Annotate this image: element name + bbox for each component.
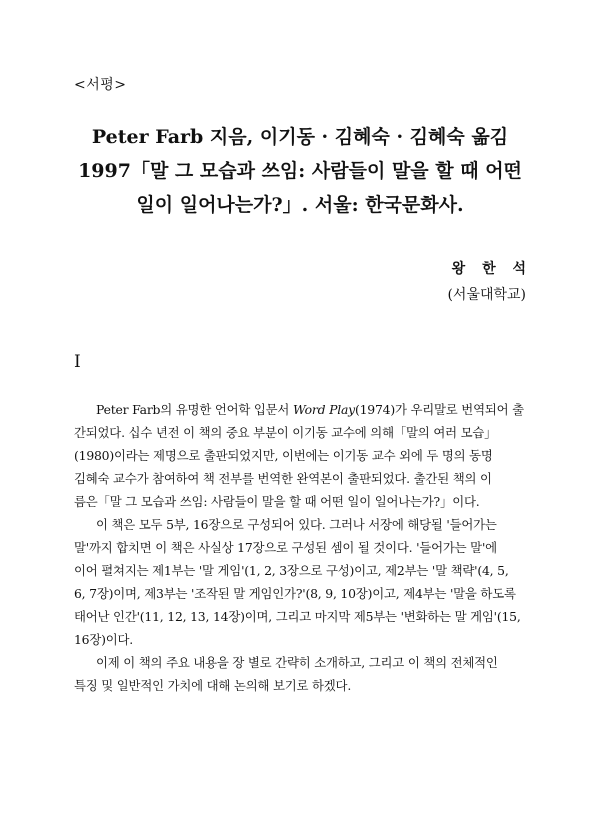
section-numeral: I [74,352,81,372]
text-line: (1980)이라는 제명으로 출판되었지만, 이번에는 이기동 교수 외에 두 명의 동명 [74,448,493,463]
text-line: 태어난 인간'(11, 12, 13, 14장)이며, 그리고 마지막 제5부는 '변화하는 말 게임'(15, [74,609,521,624]
body-text [74,398,532,697]
text-line: 이어 펼쳐지는 제1부는 '말 게임'(1, 2, 3장으로 구성)이고, 제2부는 '말 책략'(4, 5, [74,563,509,578]
title-line: 1997「말 그 모습과 쓰임: 사람들이 말을 할 때 어떤 [78,160,522,182]
text-line: Peter Farb의 유명한 언어학 입문서 Word Play(1974)가 우리말로 번역되어 출 [96,402,524,417]
reviewer-block [447,256,532,308]
title-line: Peter Farb 지음, 이기동 · 김혜숙 · 김혜숙 옮김 [91,126,509,148]
text-line: 말'까지 합치면 이 책은 사실상 17장으로 구성된 셈이 될 것이다. '들어가는 말'에 [74,540,497,555]
text-line: 름은「말 그 모습과 쓰임: 사람들이 말을 할 때 어떤 일이 일어나는가?」이다. [74,494,480,509]
original-book-title: Word Play [292,402,355,417]
text-line: 이제 이 책의 주요 내용을 장 별로 간략히 소개하고, 그리고 이 책의 전체적인 [96,655,498,670]
reviewer-affiliation: (서울대학교) [447,287,526,303]
text-line: 김혜숙 교수가 참여하여 책 전부를 번역한 완역본이 출판되었다. 출간된 책의 이 [74,471,492,486]
text-line: 이 책은 모두 5부, 16장으로 구성되어 있다. 그러나 서장에 해당될 '들어가는 [96,517,497,532]
text-line: 특징 및 일반적인 가치에 대해 논의해 보기로 하겠다. [74,678,352,693]
text-line: 16장)이다. [74,632,134,647]
text-line: 6, 7장)이며, 제3부는 '조작된 말 게임인가?'(8, 9, 10장)이고, 제4부는 '말을 하도록 [74,586,516,601]
review-category-label: <서평> [74,77,127,93]
title-line: 일이 일어나는가?」. 서울: 한국문화사. [136,194,464,216]
paragraph-1 [74,398,532,513]
book-title-block [40,120,560,222]
reviewer-name: 왕 한 석 [451,261,532,277]
paragraph-3 [74,651,532,697]
paragraph-2 [74,513,532,651]
text-line: 간되었다. 십수 년전 이 책의 중요 부분이 이기동 교수에 의해「말의 여러 모습」 [74,425,497,440]
